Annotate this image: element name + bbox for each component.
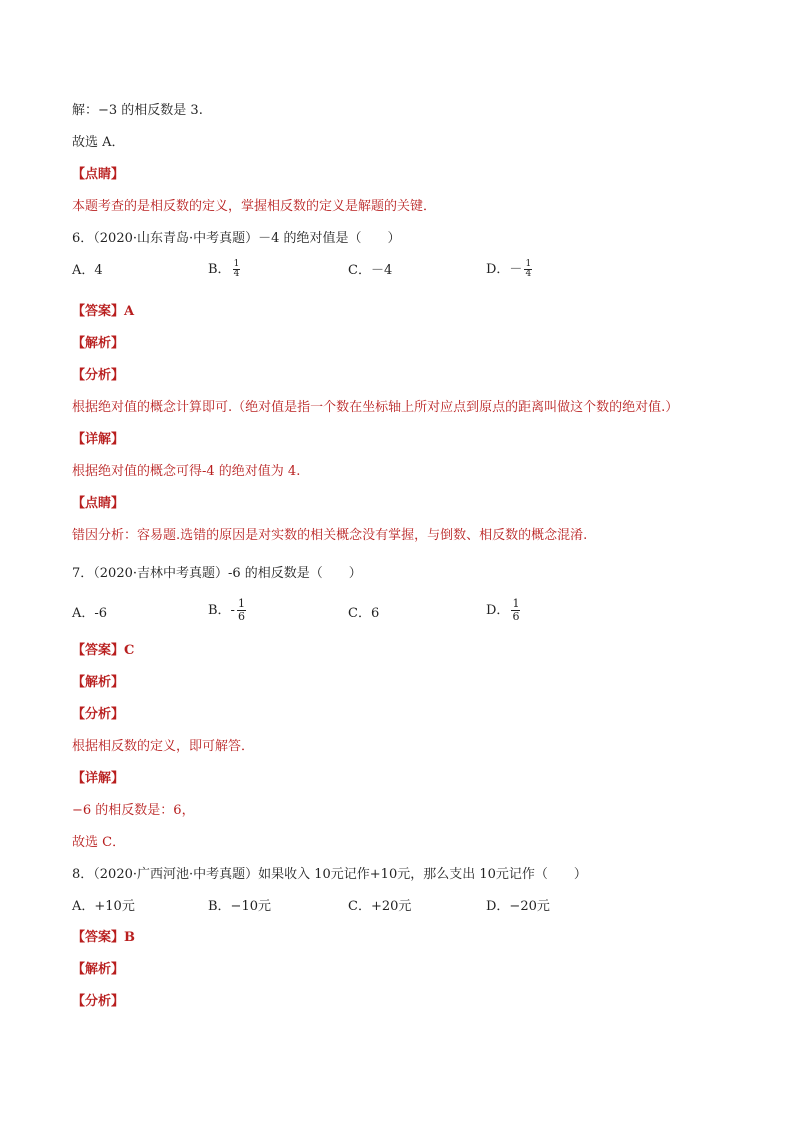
section-tag-analysis: 【解析】 [72,675,125,690]
q7-option-b [208,598,246,623]
fraction-denominator: 4 [233,269,240,279]
fraction [237,598,246,623]
section-tag-reasoning: 【分析】 [72,707,125,722]
fraction-numerator: 1 [237,597,245,610]
q8-option-b: B．−10元 [208,899,271,914]
q6-option-d [486,260,532,279]
fraction-denominator: 4 [525,269,532,279]
q6-option-a: A．4 [72,263,103,278]
details-text: 根据绝对值的概念可得-4 的绝对值为 4. [72,464,301,479]
q7-option-c: C．6 [348,606,380,621]
fraction-numerator: 1 [512,597,520,610]
option-label: B． [208,261,231,277]
key-point-text: 本题考查的是相反数的定义，掌握相反数的定义是解题的关键． [72,199,437,214]
solution-line: 解：−3 的相反数是 3. [72,103,203,118]
section-tag-details: 【详解】 [72,432,125,447]
fraction [511,598,520,623]
question-8: 8．（2020·广西河池·中考真题）如果收入 10元记作+10元，那么支出 10元记作（ ） [72,867,587,882]
q8-option-d: D．−20元 [486,899,550,914]
q8-option-a: A．+10元 [72,899,135,914]
option-label: B．- [208,602,235,618]
question-7: 7．（2020·吉林中考真题）-6 的相反数是（ ） [72,566,362,581]
fraction-numerator: 1 [233,259,240,269]
fraction-denominator: 6 [237,610,245,623]
section-tag-analysis: 【解析】 [72,336,125,351]
reasoning-text: 根据相反数的定义，即可解答． [72,739,255,754]
option-label: D． [486,602,510,618]
answer-choice-line: 故选 A． [72,135,125,150]
fraction-denominator: 6 [512,610,520,623]
details-text: −6 的相反数是：6， [72,803,195,818]
section-tag-answer: 【答案】A [72,304,135,319]
section-tag-details: 【详解】 [72,771,125,786]
fraction [233,260,241,279]
section-tag-key-point: 【点睛】 [72,496,125,511]
section-tag-key-point: 【点睛】 [72,167,125,182]
answer-choice-line: 故选 C． [72,835,126,850]
section-tag-reasoning: 【分析】 [72,368,125,383]
question-6: 6．（2020·山东青岛·中考真题）－4 的绝对值是（ ） [72,231,401,246]
section-tag-analysis: 【解析】 [72,962,125,977]
option-label: D．－ [486,261,523,277]
q7-option-d [486,598,520,623]
fraction [524,260,532,279]
key-point-text: 错因分析：容易题.选错的原因是对实数的相关概念没有掌握，与倒数、相反数的概念混淆. [72,528,588,543]
q7-option-a: A．-6 [72,606,108,621]
q8-option-c: C．+20元 [348,899,412,914]
section-tag-answer: 【答案】C [72,643,135,658]
q6-option-b [208,260,240,279]
section-tag-reasoning: 【分析】 [72,994,125,1009]
fraction-numerator: 1 [525,259,532,269]
reasoning-text: 根据绝对值的概念计算即可.（绝对值是指一个数在坐标轴上所对应点到原点的距离叫做这个数的绝对值.） [72,400,679,415]
section-tag-answer: 【答案】B [72,930,135,945]
q6-option-c: C．－4 [348,263,393,278]
